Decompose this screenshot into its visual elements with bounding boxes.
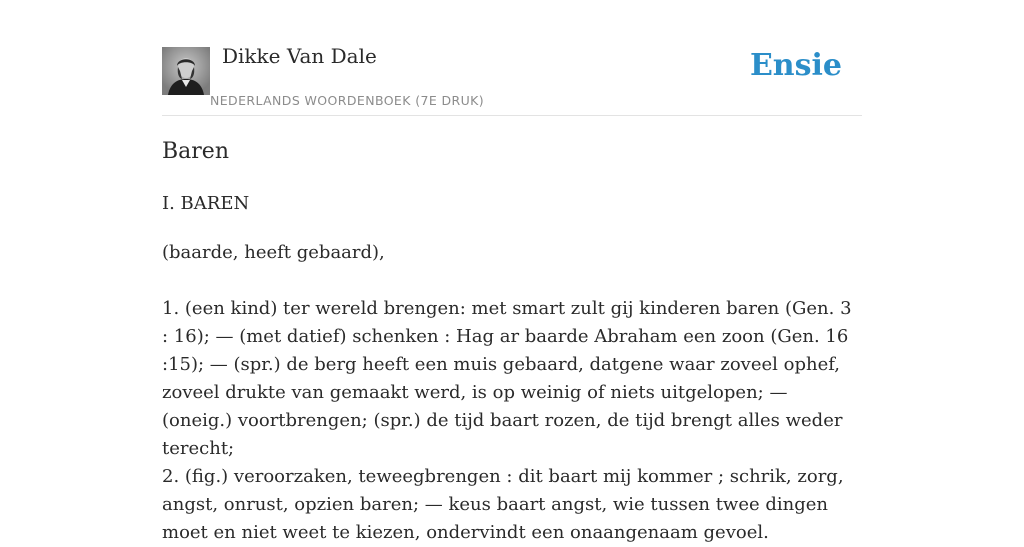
page-header	[162, 0, 862, 116]
author-name[interactable]: Dikke Van Dale	[222, 44, 377, 68]
entry-title: Baren	[162, 139, 229, 164]
entry-body	[162, 239, 862, 547]
entry-sense-1: 1. (een kind) ter wereld brengen: met smart zult gij kinderen baren (Gen. 3 : 16); — (met datief) schenken : Hag ar baarde Abraham een zoon (Gen. 16 :15); — (spr.) de berg heeft een muis gebaard, datgene waar zoveel ophef, zoveel drukte van gemaakt werd, is op weinig of niets uitgelopen; — (oneig.) voortbrengen; (spr.) de tijd baart rozen, de tijd brengt alles weder terecht;	[162, 298, 852, 459]
entry-forms: (baarde, heeft gebaard),	[162, 242, 385, 263]
author-avatar[interactable]	[162, 47, 210, 95]
content-container	[162, 0, 862, 543]
entry-headword: I. BAREN	[162, 193, 250, 214]
portrait-image	[162, 47, 210, 95]
entry-sense-2: 2. (fig.) veroorzaken, teweegbrengen : dit baart mij kommer ; schrik, zorg, angst, onrust, opzien baren; — keus baart angst, wie tussen twee dingen moet en niet weet te kiezen, ondervindt een onaangenaam gevoel.	[162, 466, 844, 543]
brand-logo[interactable]: Ensie	[749, 48, 842, 83]
dictionary-subtitle[interactable]: NEDERLANDS WOORDENBOEK (7E DRUK)	[210, 93, 485, 108]
spacer	[162, 267, 862, 295]
